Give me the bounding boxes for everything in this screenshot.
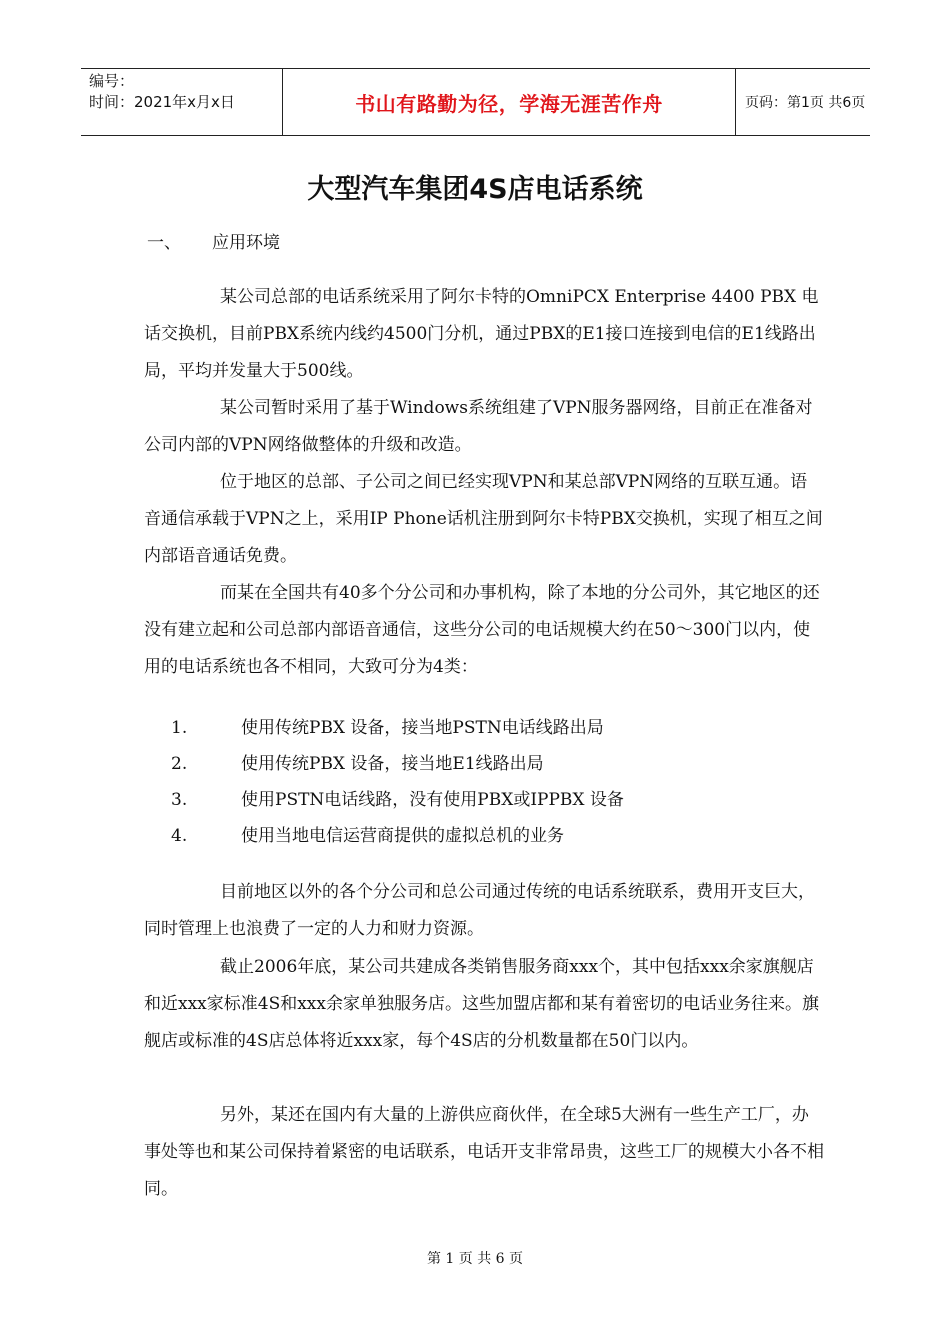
document-title: 大型汽车集团4S店电话系统 <box>307 174 643 205</box>
paragraph: 截止2006年底，某公司共建成各类销售服务商xxx个，其中包括xxx余家旗舰店和近xxx家标准4S和xxx余家单独服务店。这些加盟店都和某有着密切的电话业务往来。旗舰店或标准的4S店总体将近xxx家，每个4S店的分机数量都在50门以内。 <box>144 957 819 1051</box>
list-item: 3. 使用PSTN电话线路，没有使用PBX或IPPBX 设备 <box>171 790 624 810</box>
motto: 书山有路勤为径，学海无涯苦作舟 <box>282 69 736 135</box>
header-left-cell <box>81 69 282 135</box>
section-number: 一、 <box>147 233 181 253</box>
header-table <box>81 68 870 136</box>
page-footer: 第 1 页 共 6 页 <box>426 1251 524 1267</box>
list-item: 4. 使用当地电信运营商提供的虚拟总机的业务 <box>171 826 564 846</box>
time-label: 时间：2021年x月x日 <box>89 93 235 111</box>
paragraph: 某公司总部的电话系统采用了阿尔卡特的OmniPCX Enterprise 4400 PBX 电话交换机，目前PBX系统内线约4500门分机，通过PBX的E1接口连接到电信的E1线路出局，平均并发量大于500线。 <box>144 287 819 381</box>
category-list <box>171 710 624 854</box>
paragraph: 目前地区以外的各个分公司和总公司通过传统的电话系统联系，费用开支巨大，同时管理上也浪费了一定的人力和财力资源。 <box>144 882 815 939</box>
paragraph: 位于地区的总部、子公司之间已经实现VPN和某总部VPN网络的互联互通。语音通信承载于VPN之上，采用IP Phone话机注册到阿尔卡特PBX交换机，实现了相互之间内部语音通话免费。 <box>144 472 823 566</box>
section-title: 应用环境 <box>212 233 280 253</box>
paragraph: 某公司暂时采用了基于Windows系统组建了VPN服务器网络，目前正在准备对公司内部的VPN网络做整体的升级和改造。 <box>144 398 813 455</box>
paragraph: 另外，某还在国内有大量的上游供应商伙伴，在全球5大洲有一些生产工厂，办事处等也和某公司保持着紧密的电话联系，电话开支非常昂贵，这些工厂的规模大小各不相同。 <box>144 1105 824 1199</box>
paragraph: 而某在全国共有40多个分公司和办事机构，除了本地的分公司外，其它地区的还没有建立起和公司总部内部语音通信，这些分公司的电话规模大约在50～300门以内，使用的电话系统也各不相同，大致可分为4类： <box>144 583 820 677</box>
code-label: 编号： <box>89 72 135 90</box>
list-item: 1. 使用传统PBX 设备，接当地PSTN电话线路出局 <box>171 718 604 738</box>
page-info: 页码：第1页 共6页 <box>745 95 866 111</box>
list-item: 2. 使用传统PBX 设备，接当地E1线路出局 <box>171 754 544 774</box>
section-heading <box>147 228 280 253</box>
